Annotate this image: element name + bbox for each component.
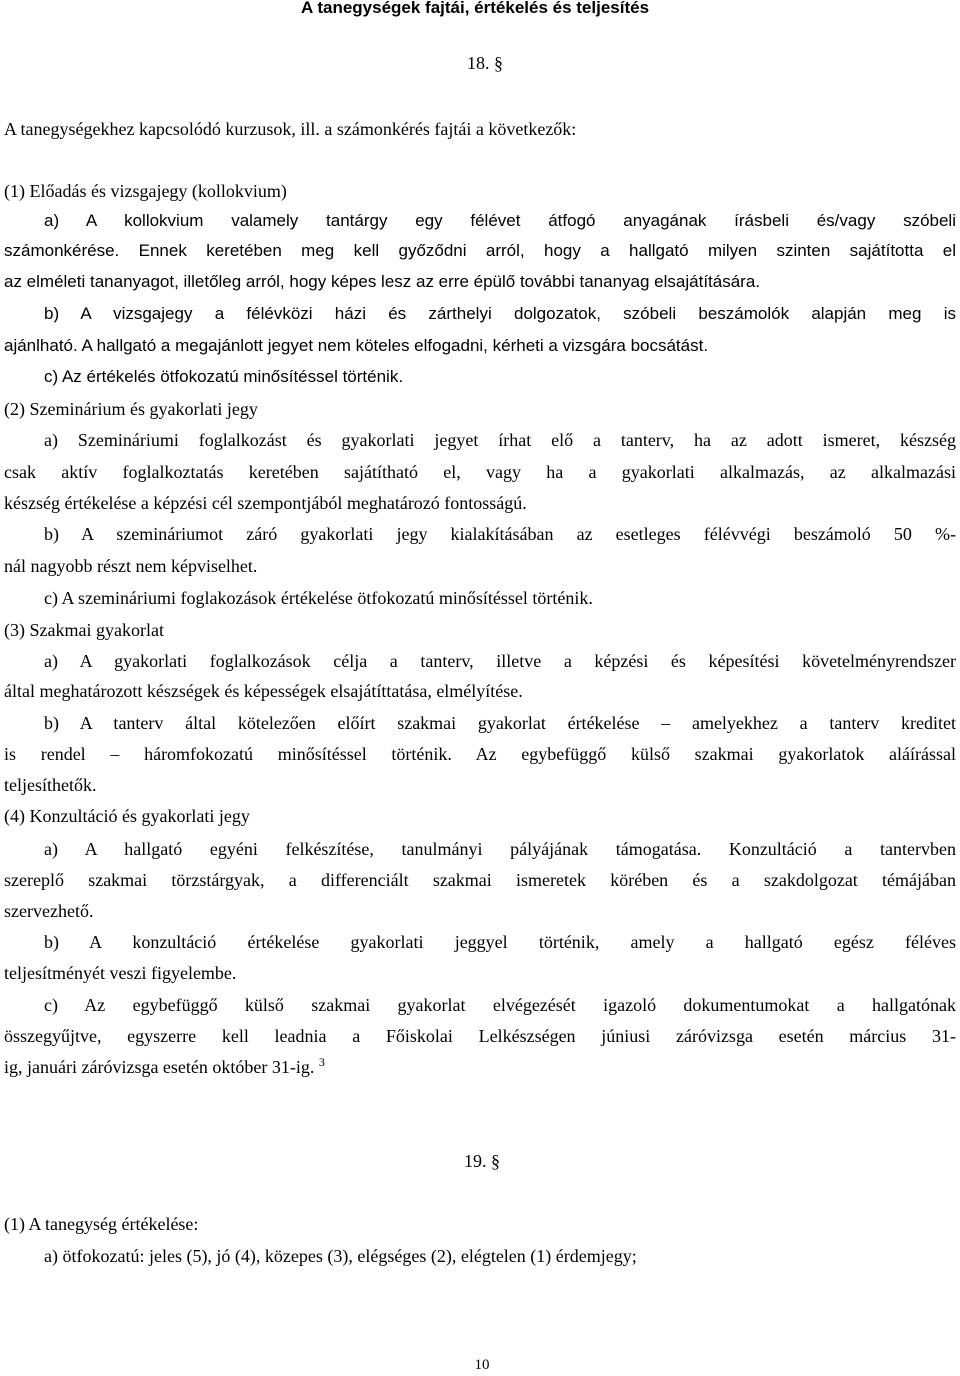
item-1-line: az elméleti tananyagot, illetőleg arról, hogy képes lesz az erre épülő további tananyag elsajátítására. (4, 272, 761, 291)
item-2-line: a) Szemináriumi foglalkozást és gyakorlati jegyet írhat elő a tanterv, ha az adott ismeret, készség (44, 430, 956, 450)
item-1-line: a) A kollokvium valamely tantárgy egy félévet átfogó anyagának írásbeli és/vagy szóbeli (44, 211, 956, 230)
item-2-line: b) A szemináriumot záró gyakorlati jegy kialakításában az esetleges félévvégi beszámoló 50 %- (44, 524, 956, 544)
item-4-line: szervezhető. (4, 901, 94, 921)
item-4-line: ig, januári záróvizsga esetén október 31-ig. (4, 1057, 315, 1077)
section-19-heading: 19. § (464, 1151, 500, 1171)
section-18-heading: 18. § (467, 53, 503, 73)
item-3-line: által meghatározott készségek és képességek elsajátíttatása, elmélyítése. (4, 681, 523, 701)
item-4-line: összegyűjtve, egyszerre kell leadnia a Főiskolai Lelkészségen júniusi záróvizsga esetén március 31- (4, 1026, 956, 1046)
item-4-line: szereplő szakmai törzstárgyak, a differenciált szakmai ismeretek körében és a szakdolgozat témájában (4, 870, 956, 890)
item-3-heading: (3) Szakmai gyakorlat (4, 620, 164, 640)
item-3-line: a) A gyakorlati foglalkozások célja a tanterv, illetve a képzési és képesítési követelményrendszer (44, 651, 956, 671)
item-4-line: c) Az egybefüggő külső szakmai gyakorlat elvégezését igazoló dokumentumokat a hallgatónak (44, 995, 956, 1015)
item-3-line: teljesíthetők. (4, 775, 97, 795)
item-1-line: c) Az értékelés ötfokozatú minősítéssel történik. (44, 367, 404, 386)
section-19-line: a) ötfokozatú: jeles (5), jó (4), közepes (3), elégséges (2), elégtelen (1) érdemjegy; (44, 1246, 637, 1266)
item-1-line: ajánlható. A hallgató a megajánlott jegyet nem köteles elfogadni, kérheti a vizsgára bocsátást. (4, 336, 709, 355)
item-4-last-line (4, 1056, 956, 1078)
page-title: A tanegységek fajtái, értékelés és teljesítés (300, 0, 650, 17)
item-4-line: a) A hallgató egyéni felkészítése, tanulmányi pályájának támogatása. Konzultáció a tantervben (44, 839, 956, 859)
section-18-intro: A tanegységekhez kapcsolódó kurzusok, ill. a számonkérés fajtái a következők: (4, 119, 577, 139)
item-1-line: b) A vizsgajegy a félévközi házi és zárthelyi dolgozatok, szóbeli beszámolók alapján meg is (44, 304, 956, 323)
item-2-heading: (2) Szeminárium és gyakorlati jegy (4, 399, 258, 419)
item-2-line: c) A szemináriumi foglakozások értékelése ötfokozatú minősítéssel történik. (44, 588, 593, 608)
item-4-line: teljesítményét veszi figyelembe. (4, 963, 237, 983)
item-4-heading: (4) Konzultáció és gyakorlati jegy (4, 806, 250, 826)
item-2-line: nál nagyobb részt nem képviselhet. (4, 556, 258, 576)
page-number: 10 (474, 1357, 490, 1373)
item-3-line: b) A tanterv által kötelezően előírt szakmai gyakorlat értékelése – amelyekhez a tanterv kreditet (44, 713, 956, 733)
section-19-line: (1) A tanegység értékelése: (4, 1214, 199, 1234)
item-2-line: csak aktív foglalkoztatás keretében sajátítható el, vagy ha a gyakorlati alkalmazás, az alkalmazási (4, 462, 956, 482)
item-2-line: készség értékelése a képzési cél szempontjából meghatározó fontosságú. (4, 493, 527, 513)
item-1-line: számonkérése. Ennek keretében meg kell győződni arról, hogy a hallgató milyen szinten sajátította el (4, 241, 956, 260)
item-3-line: is rendel – háromfokozatú minősítéssel történik. Az egybefüggő külső szakmai gyakorlatok aláírással (4, 744, 956, 764)
footnote-marker: 3 (318, 1055, 325, 1069)
item-4-line: b) A konzultáció értékelése gyakorlati jeggyel történik, amely a hallgató egész féléves (44, 932, 956, 952)
item-1-heading: (1) Előadás és vizsgajegy (kollokvium) (4, 181, 287, 201)
